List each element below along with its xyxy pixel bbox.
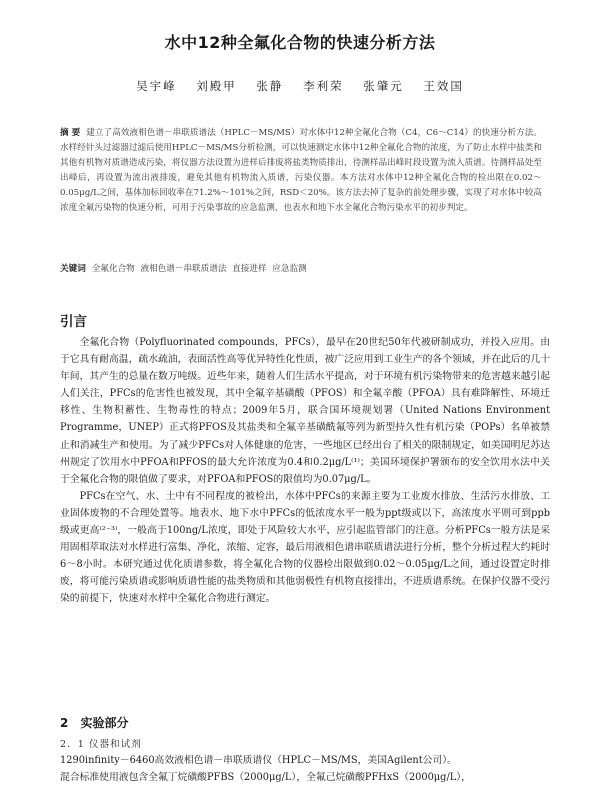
abstract-block bbox=[60, 126, 542, 217]
paper-title: 水中12种全氟化合物的快速分析方法 bbox=[164, 33, 436, 52]
keywords-label: 关键词 bbox=[60, 264, 86, 274]
section2-paragraph-2: 混合标准使用液包含全氟丁烷磺酸PFBS（2000μg/L），全氟己烷磺酸PFHxS（2000μg/L）， bbox=[60, 772, 471, 783]
keywords-block bbox=[60, 262, 542, 277]
paper-authors: 吴宇峰 刘殿甲 张静 李利荣 张肇元 王效国 bbox=[136, 79, 464, 93]
abstract-text: 建立了高效液相色谱－串联质谱法（HPLC－MS/MS）对水体中12种全氟化合物（C4，C6～C14）的快速分析方法。水样经针头过滤器过滤后使用HPLC－MS/MS分析检测，可以快速测定水体中12种全氟化合物的浓度，为了防止水样中盐类和其他有机物对质谱造成污染，将仪器方法设置为进样后排废将盐类物质排出，待测样品出峰时段设置为流入质谱。待测样品处至出峰后，再设置为流出液排废，避免其他有机物流入质谱，污染仪器。本方法对水体中12种全氟化合物的检出限在0.02～0.05μg/L之间，基体加标回收率在71.2%～101%之间，RSD＜20%。该方法去掉了复杂的前处理步骤，实现了对水体中较高浓度全氟污染物的快速分析，可用于污染事故的应急监测，也表水和地下水全氟化合物污染水平的初步判定。 bbox=[60, 128, 542, 214]
section-heading-experimental: 2 实验部分 bbox=[60, 716, 129, 730]
intro-body bbox=[60, 334, 550, 608]
keywords-text: 全氟化合物 液相色谱－串联质谱法 直接进样 应急监测 bbox=[91, 264, 307, 274]
subsection-heading-instruments: 2．1 仪器和试剂 bbox=[60, 739, 142, 750]
abstract-label: 摘 要 bbox=[60, 128, 81, 138]
section2-body bbox=[60, 752, 550, 786]
intro-paragraph-2: PFCs在空气、水、土中有不同程度的被检出，水体中PFCs的来源主要为工业废水排放、生活污水排放、工业固体废物的不合理处置等。地表水、地下水中PFCs的低浓度水平一般为ppt级或以下，高浓度水平则可到ppb级或更高⁽²⁻³⁾，一般高于100ng/L浓度，即处于风险较大水平，应引起监管部门的注意。分析PFCs一般方法是采用固相萃取法对水样进行富集、净化，浓缩、定容，最后用液相色谱串联质谱法进行分析，整个分析过程大约耗时6～8小时。本研究通过优化质谱参数，将全氟化合物的仪器检出限做到0.02～0.05μg/L之间，通过设置定时排废，将可能污染质谱或影响质谱性能的盐类物质和其他弱极性有机物直接排出，不进质谱系统。在保护仪器不受污染的前提下，快速对水样中全氟化合物进行测定。 bbox=[60, 490, 550, 605]
section2-paragraph-1: 1290infinity－6460高效液相色谱－串联质谱仪（HPLC－MS/MS，美国Agilent公司）。 bbox=[60, 755, 457, 766]
intro-paragraph-1: 全氟化合物（Polyfluorinated compounds，PFCs），最早在20世纪50年代被研制成功，并投入应用。由于它具有耐高温，疏水疏油，表面活性高等优异特性化性质，被广泛应用到工业生产的各个领域，并在此后的几十年间，其产生的总量在数万吨级。近些年来，随着人们生活水平提高，对于环境有机污染物带来的危害越来越引起人们关注，PFCs的危害性也被发现，其中全氟辛基磺酸（PFOS）和全氟辛酸（PFOA）具有难降解性、环境迁移性、生物积蓄性、生物毒性的特点；2009年5月，联合国环境规划署（United Nations Environment Programme，UNEP）正式将PFOS及其盐类和全氟辛基磺酰氟等列为新型持久性有机污染（POPs）名单被禁止和消减生产和使用。为了减少PFCs对人体健康的危害，一些地区已经出台了相关的限制规定，如美国明尼苏达州规定了饮用水中PFOA和PFOS的最大允许浓度为0.4和0.2μg/L⁽¹⁾；美国环境保护署颁布的安全饮用水法中关于全氟化合物的限值做了要求，对PFOA和PFOS的限值均为0.07μg/L。 bbox=[60, 337, 550, 485]
intro-heading: 引言 bbox=[60, 314, 87, 330]
